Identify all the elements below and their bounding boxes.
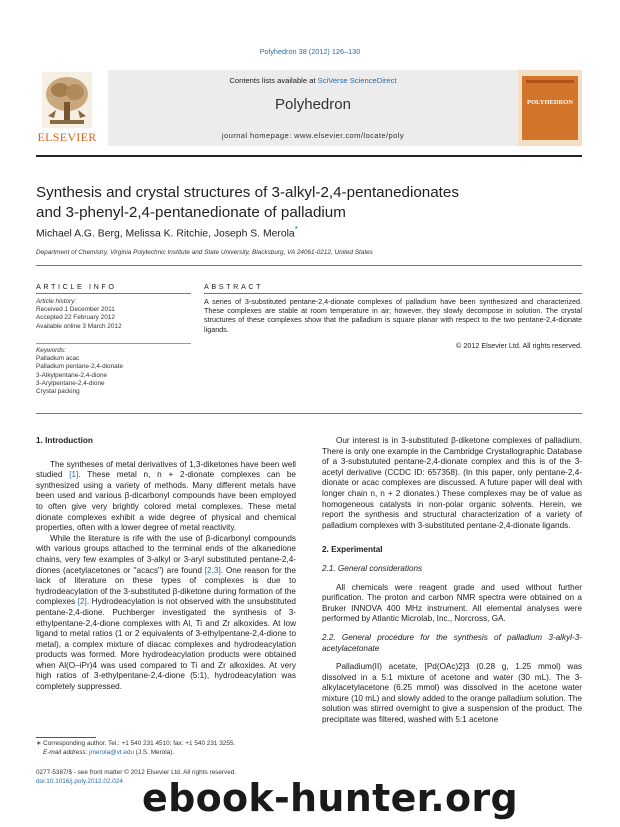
keywords xyxy=(36,347,196,396)
citation-ref[interactable]: [2] xyxy=(77,597,87,607)
info-divider xyxy=(36,293,191,294)
keyword-item: 3-Arylpentane-2,4-dione xyxy=(36,379,105,387)
history-online: Available online 3 March 2012 xyxy=(36,322,122,330)
journal-header xyxy=(36,70,582,146)
copyright-notice: © 2012 Elsevier Ltd. All rights reserved. xyxy=(456,341,582,350)
procedure-paragraph: Palladium(II) acetate, [Pd(OAc)2]3 (0.28 g, 1.25 mmol) was dissolved in a 5:1 mixture of acetone and water (30 mL). The 3-alkylacetylacetone (6.25 mmol) was dissolved in the acetone water mixture (10 mL) and slowly added to the orange palladium solution. The solution was stirred overnight to give a suspension of the product. The precipitate was filtered, washed with 5:1 acetone xyxy=(322,662,582,725)
affiliation: Department of Chemistry, Virginia Polytechnic Institute and State University, Blacksburg, VA 24061-0212, United States xyxy=(36,249,373,256)
keyword-item: Palladium pentane-2,4-dionate xyxy=(36,363,124,371)
abstract-text: A series of 3-substituted pentane-2,4-dionate complexes of palladium have been synthesized and characterized. These complexes are stable at room temperature in air; however, they slowly decompose in solution. The crystal structures of these complexes show that the palladium is square planar with respect to the two pentane-2,4-dionate ligands. xyxy=(204,297,582,334)
email-line xyxy=(36,749,296,758)
experimental-heading: 2. Experimental xyxy=(322,545,383,555)
affiliation-divider xyxy=(36,265,582,266)
left-column xyxy=(36,436,296,693)
intro-paragraph-2 xyxy=(36,534,296,693)
citation-ref[interactable]: [2,3] xyxy=(204,565,221,575)
keywords-label: Keywords: xyxy=(36,347,66,354)
journal-citation[interactable]: Polyhedron 38 (2012) 126–130 xyxy=(259,47,361,56)
intro-p1-text-cont: . These metal n, n + 2-dionate complexes can be synthesized using a variety of methods. Many different metals have been used and various β-dicarbonyl compounds have been employed to often give very brightly colored metal complexes. These metal dionate complexes exhibit a wide degree of physical and chemical properties, often with a lower degree of metal reactivity. xyxy=(36,470,296,533)
cover-band xyxy=(522,76,578,140)
right-column xyxy=(322,436,582,726)
authors xyxy=(36,225,556,239)
intro-p2-text-end: . Hydrodeacylation is not observed with the unsubstituted pentane-2,4-dione. Puchberger investigated the synthesis of 3-ethylpentane-2,4-dione complexes with Al, Ti and Zr alkoxides. At low ligand to metal ratios (1 or 2 equivalents of 3-ethylpentane-2,4-dione to metal), a complex mixture of diacac complexes and hydrodeacylation products was formed. More hydrodeacylation products were obtained when Al(O–iPr)4 was used compared to Ti and Zr alkoxides. At very high ratios of 3-ethylpentane-2,4-dione (5:1), hydrodeacylation was completely suppressed. xyxy=(36,597,296,692)
title-line-2: and 3-phenyl-2,4-pentanedionate of palladium xyxy=(36,204,346,221)
corresponding-author-note: ∗ Corresponding author. Tel.: +1 540 231 4510; fax: +1 540 231 3255. xyxy=(36,740,236,747)
citation-ref[interactable]: [1] xyxy=(69,470,79,480)
keyword-item: Crystal packing xyxy=(36,388,80,396)
keyword-item: 3-Alkylpentane-2,4-dione xyxy=(36,371,108,379)
article-title xyxy=(36,183,556,223)
abstract-divider xyxy=(204,293,582,294)
watermark: ebook-hunter.org xyxy=(142,776,518,820)
intro-heading: 1. Introduction xyxy=(36,436,93,445)
cover-stripe xyxy=(526,80,574,83)
title-line-1: Synthesis and crystal structures of 3-alkyl-2,4-pentanedionates xyxy=(36,184,459,201)
history-received: Received 1 December 2011 xyxy=(36,306,115,314)
right-paragraph-1: Our interest is in 3-substituted β-diketone complexes of palladium. There is only one example in the Cambridge Crystallographic Database of a 3-substututed pentane-2,4-dionate complex and this is of the 3-acetyl derivative (CCDC ID: 657358). (In this paper, only pentane-2,4-dionate or acac complexes are discussed. A future paper will deal with longer chain n, n + 2 dionates.) These complexes may be of value as homogeneous catalysts in non-polar organic solvents. Herein, we report the synthesis and structural characterization of a variety of palladium complexes with 3-substituted pentane-2,4-dionate ligands. xyxy=(322,436,582,530)
contents-line xyxy=(108,76,518,85)
general-considerations-heading: 2.1. General considerations xyxy=(322,563,423,573)
article-info-heading: ARTICLE INFO xyxy=(36,282,117,291)
elsevier-logo[interactable] xyxy=(36,70,98,146)
footnote-divider xyxy=(36,737,96,738)
homepage-link[interactable]: www.elsevier.com/locate/poly xyxy=(294,131,405,140)
keyword-item: Palladium acac xyxy=(36,355,80,363)
journal-title: Polyhedron xyxy=(275,96,351,113)
elsevier-tree-icon xyxy=(42,72,92,128)
email-label: E-mail address: xyxy=(43,748,90,756)
intro-paragraph-1 xyxy=(36,460,296,534)
abstract-bottom-divider xyxy=(36,413,582,414)
email-link[interactable]: jmerola@vt.edu xyxy=(89,748,135,756)
header-divider xyxy=(36,155,582,157)
intro-p1-text: The syntheses of metal derivatives of 1,3-diketones have been well studied xyxy=(36,459,296,480)
abstract-heading: ABSTRACT xyxy=(204,282,264,291)
procedure-heading: 2.2. General procedure for the synthesis of palladium 3-alkyl-3-acetylacetonate xyxy=(322,632,582,653)
author-names: Michael A.G. Berg, Melissa K. Ritchie, Joseph S. Merola xyxy=(36,228,295,240)
elsevier-wordmark: ELSEVIER xyxy=(37,130,97,144)
journal-cover[interactable] xyxy=(518,70,582,146)
doi-link[interactable]: doi:10.1016/j.poly.2012.02.024 xyxy=(36,777,123,785)
intro-p2-text: While the literature is rife with the use of β-dicarbonyl compounds with various groups attached to the terminal ends of the alkanedione chains, very few examples of 3-alkyl or 3-aryl substituted pentane-2,4-diones (acetylacetones or ''acacs'') are found xyxy=(36,533,296,575)
history-label: Article history: xyxy=(36,298,77,305)
history-accepted: Accepted 22 February 2012 xyxy=(36,314,115,322)
homepage-prefix: journal homepage: xyxy=(221,131,295,140)
contents-prefix: Contents lists available at xyxy=(229,76,318,85)
homepage-line xyxy=(108,131,518,140)
sciencedirect-link[interactable]: SciVerse ScienceDirect xyxy=(317,76,397,85)
header-panel xyxy=(108,70,518,146)
general-paragraph: All chemicals were reagent grade and used without further purification. The proton and carbon NMR spectra were obtained on a Bruker INNOVA 400 MHz instrument. All elemental analyses were performed by Atlantic Microlab, Inc., Norcross, GA. xyxy=(322,582,582,624)
cover-title: POLYHEDRON xyxy=(527,99,573,106)
article-history xyxy=(36,298,196,331)
email-suffix: (J.S. Merola). xyxy=(134,748,175,756)
issn-line: 0277-5387/$ - see front matter © 2012 Elsevier Ltd. All rights reserved. xyxy=(36,769,237,776)
intro-p2-text-cont: . One reason for the lack of literature on these types of complexes is due to hydrodeacylation of the 3-substituted β-diketone during formation of the complexes xyxy=(36,565,296,607)
corresponding-mark[interactable]: * xyxy=(294,225,298,234)
footnote xyxy=(36,740,296,757)
keywords-divider xyxy=(36,343,191,344)
